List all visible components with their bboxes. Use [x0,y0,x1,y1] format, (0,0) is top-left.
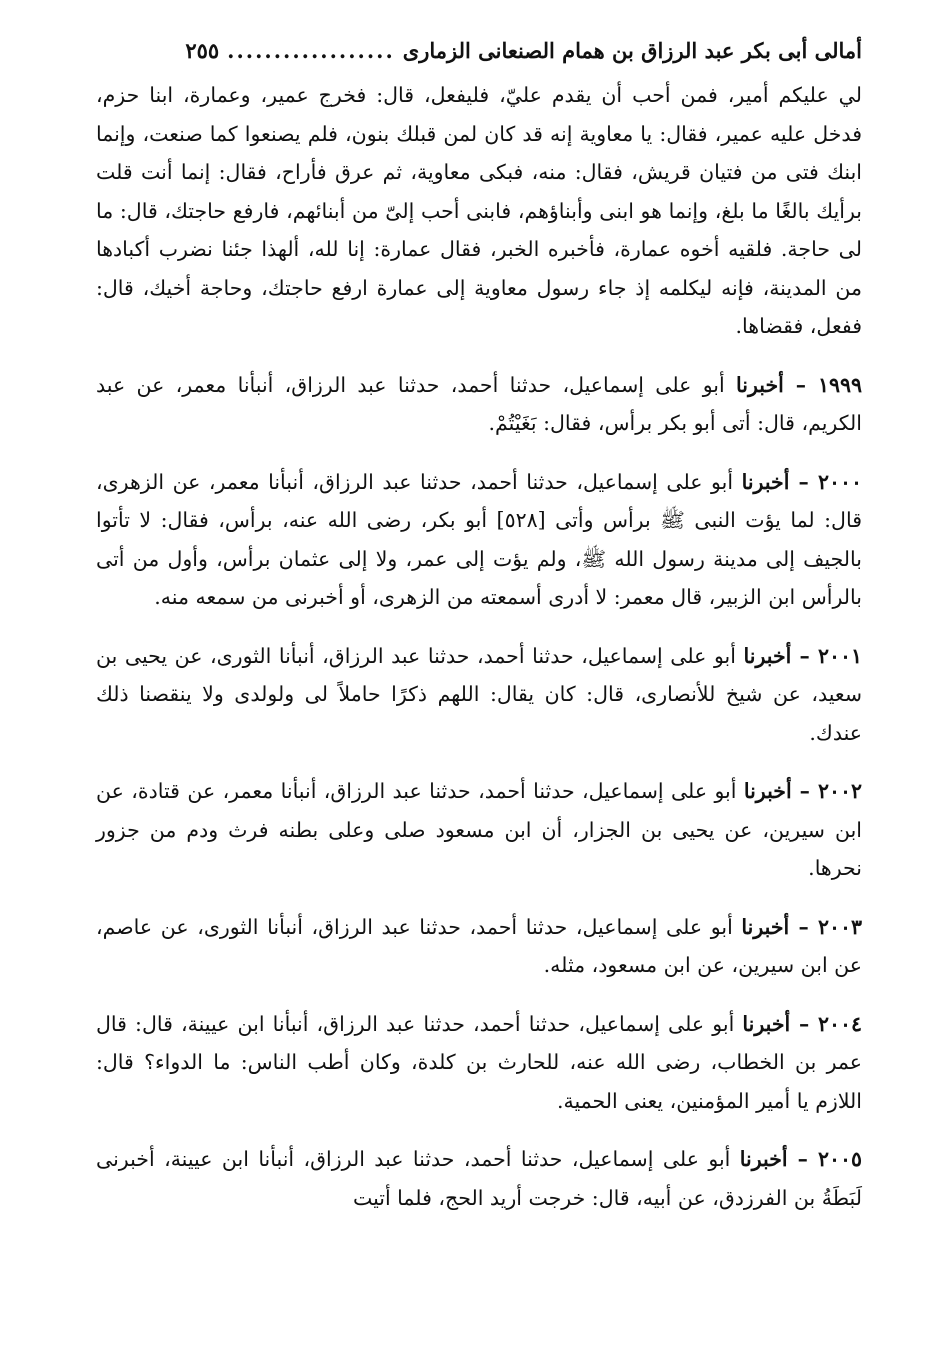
entry-label: أخبرنا [743,643,792,668]
entry-number: ٢٠٠٤ [817,1011,862,1036]
entry-dash: – [791,643,818,668]
entry-dash: – [790,1011,818,1036]
hadith-entry-2005 [96,1140,862,1217]
hadith-entry-2003 [96,908,862,985]
entry-text: أبو على إسماعيل، حدثنا أحمد، حدثنا عبد الرزاق، أنبأنا الثورى، عن عاصم، عن ابن سيرين، عن ابن مسعود، مثله. [96,914,862,977]
entry-text: أبو على إسماعيل، حدثنا أحمد، حدثنا عبد الرزاق، أنبأنا ابن عيينة، قال: قال عمر بن الخطاب، رضى الله عنه، للحارث بن كلدة، وكان أطب الناس: ما الدواء؟ قال: اللازم يا أمير المؤمنين، يعنى الحمية. [96,1011,862,1113]
entry-number: ٢٠٠٣ [817,914,862,939]
entry-label: أخبرنا [741,914,790,939]
entry-number: ٢٠٠٥ [817,1147,862,1171]
entry-dash: – [789,914,818,939]
running-header [96,34,862,76]
hadith-entry-2001 [96,637,862,753]
entry-number: ٢٠٠٢ [817,779,862,803]
entry-dash: – [783,372,818,397]
entry-number: ٢٠٠٠ [817,469,863,494]
entry-number: ٢٠٠١ [817,643,862,668]
entry-label: أخبرنا [739,1147,788,1171]
entry-dash: – [789,469,818,494]
entry-text: أبو على إسماعيل، حدثنا أحمد، حدثنا عبد الرزاق، أنبأنا معمر، عن عبد الكريم، قال: أتى أبو بكر برأس، فقال: بَغَيْتُمْ. [96,372,862,435]
hadith-entry-2002 [96,772,862,888]
header-title: أمالى أبى بكر عبد الرزاق بن همام الصنعانى الزمارى [402,38,862,63]
entry-text: أبو على إسماعيل، حدثنا أحمد، حدثنا عبد الرزاق، أنبأنا ابن عيينة، أخبرنى لَبَطَةُ بن الفرزدق، عن أبيه، قال: خرجت أريد الحج، فلما أتيت [96,1147,862,1210]
entry-text: أبو على إسماعيل، حدثنا أحمد، حدثنا عبد الرزاق، أنبأنا معمر، عن قتادة، عن ابن سيرين، عن يحيى بن الجزار، أن ابن مسعود صلى وعلى بطنه فرث ودم من جزور نحرها. [96,779,862,880]
hadith-entry-2004 [96,1005,862,1121]
entry-number: ١٩٩٩ [817,372,862,397]
entry-dash: – [787,1147,818,1171]
entry-label: أخبرنا [743,779,792,803]
header-dots: .................. [227,38,395,63]
entry-label: أخبرنا [736,372,784,397]
hadith-entry-1999 [96,366,862,443]
entry-text: أبو على إسماعيل، حدثنا أحمد، حدثنا عبد الرزاق، أنبأنا معمر، عن الزهرى، قال: لما يؤت النبى ﷺ برأس وأتى [٥٢٨] أبو بكر، رضى الله عنه، برأس، فقال: لا تأتوا بالجيف إلى مدينة رسول الله ﷺ، ولم يؤت إلى عمر، ولا إلى عثمان برأس، وأول من أتى بالرأس ابن الزبير، قال معمر: لا أدرى أسمعته من الزهرى، أو أخبرنى من سمعه منه. [96,469,863,609]
entry-label: أخبرنا [741,469,790,494]
hadith-entry-2000 [96,463,862,617]
entry-label: أخبرنا [742,1011,791,1036]
page-number: ٢٥٥ [185,38,220,63]
entry-dash: – [791,779,818,803]
continuation-paragraph: لي عليكم أمير، فمن أحب أن يقدم عليّ، فليفعل، قال: فخرج عمير، وعمارة، ابنا حزم، فدخل عليه عمير، فقال: يا معاوية إنه قد كان لمن قبلك بنون، فلم يصنعوا كما صنعت، وإنما ابنك فتى من فتيان قريش، فقال: منه، فبكى معاوية، ثم عرق فأراح، فقال: إنما أنت قلت برأيك بالغًا ما بلغ، وإنما هو ابنى وأبناؤهم، فابنى أحب إلىّ من أبنائهم، فارفع حاجتك، قال: ما لى حاجة. فلقيه أخوه عمارة، فأخبره الخبر، فقال عمارة: إنا لله، ألهذا جئنا نضرب أكبادها من المدينة، فإنه ليكلمه إذ جاء رسول معاوية إلى عمارة ارفع حاجتك، وحاجة أخيك، قال: ففعل، فقضاها. [96,83,862,338]
entry-text: أبو على إسماعيل، حدثنا أحمد، حدثنا عبد الرزاق، أنبأنا الثورى، عن يحيى بن سعيد، عن شيخ للأنصارى، قال: كان يقال: اللهم ذكرًا حاملاً لى ولولدى ولا ينقصنا ذلك عندك. [96,643,862,745]
